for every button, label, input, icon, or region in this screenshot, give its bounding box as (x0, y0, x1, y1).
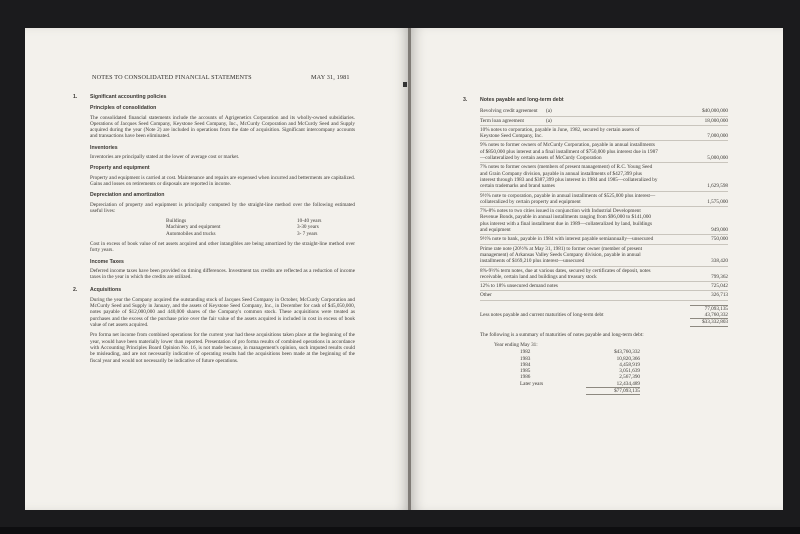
maturity-year: 1984 (520, 361, 531, 368)
row-value: 725,042 (711, 283, 728, 290)
section-title: Notes payable and long-term debt (480, 97, 564, 103)
consolidation-text: The consolidated financial statements include the accounts of Agrigenetics Corporation and its wholly-owned subsidiaries. Operations of Jacques Seed Company, Keystone Seed Company, Inc., McCurdy Corporation and McCurdy Seed and Supply acquired during the year (Note 2) are included in operations from the date of acquisition. Significant intercompany accounts and transactions have been eliminated. (90, 114, 355, 140)
row-value: 7,000,000 (707, 133, 728, 140)
row-value: 18,000,000 (704, 117, 728, 124)
maturity-year: 1983 (520, 355, 531, 362)
debt-totals (480, 305, 728, 327)
less-current-label: Less notes payable and current maturities of long-term debt (480, 312, 604, 319)
section-title: Acquisitions (90, 286, 122, 293)
depreciation-heading: Depreciation and amortization (90, 192, 165, 199)
table-row (480, 192, 728, 208)
inventories-text: Inventories are principally stated at the lower of average cost or market. (90, 154, 240, 161)
maturities-table (494, 342, 728, 395)
amortization-text: Cost in excess of book value of net assets acquired and other intangibles are being amortized by the straight-line method over forty years. (90, 241, 355, 254)
row-value: 799,362 (711, 273, 728, 280)
left-column (73, 94, 355, 368)
table-row (480, 245, 728, 267)
row-label (480, 108, 658, 114)
maturity-amount: 10,820,366 (616, 355, 640, 362)
row-label: 7% notes to former owners (members of present management) of R.C. Young Seed and Grain Company division, payable in annual installments of $427,399 plus interest through 1983 and $387,399 plus interest in 1984 and 1985—collateralized by certain trademarks and brand names (480, 164, 658, 190)
row-label-text: Revolving credit agreement (480, 108, 538, 115)
row-value: 5,000,000 (707, 155, 728, 162)
row-label (480, 118, 658, 124)
table-row (480, 126, 728, 142)
acquisitions-text-1: During the year the Company acquired the outstanding stock of Jacques Seed Company in October, McCurdy Corporation and McCurdy Seed and Supply in January, and the assets of Keystone Seed Company, Inc., in December for cash of $45,050,000, notes payable of $12,000,000 and 440,000 shares of the Company's common stock. These acquisitions were treated as purchases and the excess of the purchase price over the fair value of the assets acquired is included in cost in excess of book value of net assets acquired. (90, 296, 355, 329)
property-heading: Property and equipment (90, 165, 150, 172)
consolidation-heading: Principles of consolidation (90, 105, 157, 112)
table-row (480, 291, 728, 300)
useful-lives-table (166, 218, 355, 237)
row-label: 9½% note to corporation, payable in annual installments of $525,000 plus interest—collateralized by certain property and equipment (480, 192, 656, 205)
row-note: (a) (546, 117, 552, 124)
page-marker (403, 82, 407, 87)
asset-class: Automobiles and trucks (166, 230, 216, 237)
section-number: 1. (73, 94, 78, 100)
maturity-year: 1986 (520, 374, 531, 381)
depreciation-text: Depreciation of property and equipment is principally computed by the straight-line method over the following estimated useful lives: (90, 201, 355, 214)
maturities-intro: The following is a summary of maturities of notes payable and long-term debt: (480, 331, 644, 338)
income-taxes-text: Deferred income taxes have been provided on timing differences. Investment tax credits are reflected as a reduction of income taxes in the year in which the credits are utilized. (90, 267, 355, 281)
section-number: 2. (73, 286, 78, 293)
subtotal-value: 77,093,135 (690, 305, 728, 312)
maturity-year: 1982 (520, 349, 531, 356)
inventories-heading: Inventories (90, 144, 118, 151)
maturity-year: Later years (520, 380, 544, 387)
page-title: NOTES TO CONSOLIDATED FINANCIAL STATEMENTS (92, 74, 252, 81)
row-value: 1,575,000 (707, 198, 728, 205)
section-2-heading (73, 286, 355, 293)
page-date: MAY 31, 1981 (311, 74, 350, 81)
maturity-amount: $43,760,332 (614, 349, 640, 356)
bottom-edge (0, 527, 800, 534)
maturity-amount: 2,567,390 (619, 374, 640, 381)
row-value: 338,420 (711, 258, 728, 265)
asset-class: Machinery and equipment (166, 224, 221, 231)
row-value: 750,000 (711, 236, 728, 243)
table-row (480, 207, 728, 235)
table-row (480, 267, 728, 283)
section-title: Significant accounting policies (90, 94, 167, 100)
lives-row (166, 231, 355, 237)
less-current-value: 43,760,332 (704, 312, 728, 319)
maturity-amount: 12,434,489 (616, 380, 640, 387)
asset-life: 3-30 years (297, 224, 319, 231)
row-value: $40,000,000 (702, 108, 728, 115)
maturity-amount: 4,458,919 (619, 361, 640, 368)
debt-table (480, 107, 728, 326)
net-long-term-debt: $33,332,803 (690, 318, 728, 326)
right-column (463, 97, 728, 395)
maturity-year: 1985 (520, 368, 531, 375)
row-value: 1,629,598 (707, 183, 728, 190)
table-row (480, 141, 728, 163)
table-row (480, 282, 728, 291)
property-text: Property and equipment is carried at cost. Maintenance and repairs are expensed when incurred and betterments are capitalized. Gains and losses on retirements or disposals are reported in income. (90, 174, 355, 187)
section-number: 3. (463, 97, 468, 103)
table-row (480, 163, 728, 191)
row-label: Prime rate note (20½% at May 31, 1981) to former owner (member of present management) of Arkansas Valley Seeds Company division, payable in annual installments of $169,210 plus interest—unsecured (480, 245, 643, 265)
row-label: 9% notes to former owners of McCurdy Corporation, payable in annual installments of $850,000 plus interest and a final installment of $750,000 plus interest due in 1987—collateralized by certain assets of McCurdy Corporation (480, 142, 658, 162)
table-row (480, 235, 728, 244)
row-label: Other (480, 292, 492, 299)
section-1-heading (73, 94, 355, 100)
row-value: 949,000 (711, 227, 728, 234)
table-row (480, 107, 728, 116)
row-label: 7%-8% notes to two cities issued in conjunction with Industrial Development Revenue Bonds, payable in annual installments ranging from $96,000 to $141,000 plus interest with a final installment due in 1989—collateralized by land, buildings and equipment (480, 208, 653, 234)
maturities-header: Year ending May 31: (494, 341, 538, 348)
row-label: 8%-9½% term notes, due at various dates, secured by certificates of deposit, notes receivable, certain land and buildings and treasury stock (480, 267, 651, 280)
row-label-text: Term loan agreement (480, 117, 524, 124)
row-label: 12% to 18% unsecured demand notes (480, 283, 558, 290)
net-row (480, 318, 728, 326)
asset-life: 10-40 years (297, 218, 322, 225)
section-3-heading (463, 97, 728, 103)
income-taxes-heading: Income Taxes (90, 258, 124, 265)
row-label: 10% notes to corporation, payable in June, 1982, secured by certain assets of Keystone Seed Company, Inc. (480, 126, 640, 140)
asset-life: 3- 7 years (297, 230, 318, 237)
row-label: 9½% note to bank, payable in 1984 with interest payable semiannually—unsecured (480, 236, 654, 243)
table-row (480, 117, 728, 126)
binding-gutter (408, 28, 411, 510)
maturity-total-row (494, 387, 728, 395)
row-note: (a) (546, 108, 552, 115)
subtotal-row (480, 305, 728, 312)
row-value: 326,713 (711, 292, 728, 299)
acquisitions-text-2: Pro forma net income from combined operations for the current year had these acquisitions taken place at the beginning of the year, would have been materially lower than reported. Presentation of pro forma results of combined operations in accordance with Accounting Principles Board Opinion No. 16, is not made because, in management's opinion, such imputed results could be misleading, and are not necessarily indicative of operating results had the acquisitions been made at the beginning of the fiscal year and would not necessarily be indicative of future operations. (90, 332, 355, 364)
maturity-total: $77,093,135 (586, 387, 640, 395)
maturity-amount: 3,051,639 (619, 368, 640, 375)
asset-class: Buildings (166, 218, 187, 225)
